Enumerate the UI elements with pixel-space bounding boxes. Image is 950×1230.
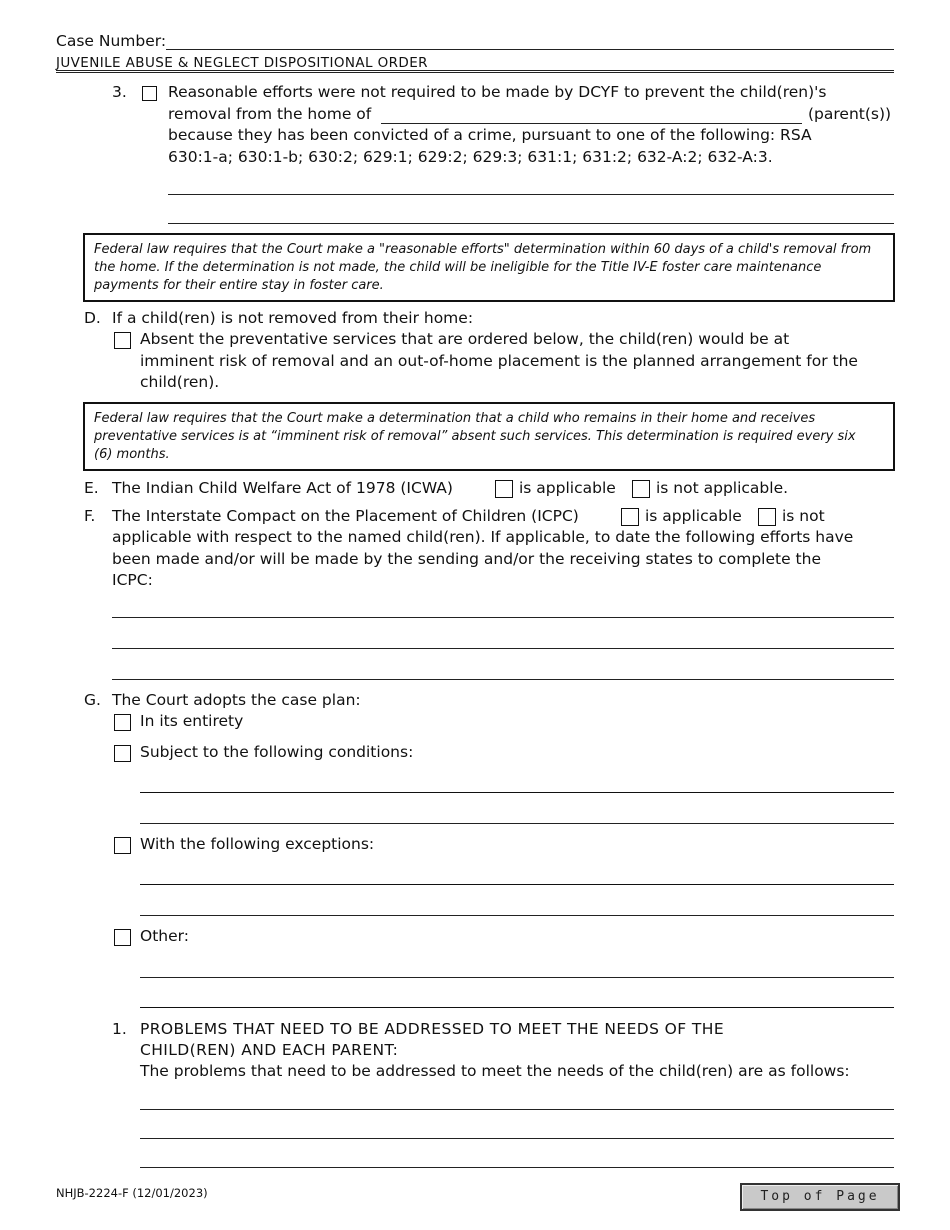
section-d-line1: Absent the preventative services that are ordered below, the child(ren) would be at: [140, 330, 790, 348]
icwa-applicable-checkbox[interactable]: [495, 480, 513, 498]
item3-answer-line-1[interactable]: [168, 194, 894, 195]
section-f-line3: been made and/or will be made by the sending and/or the receiving states to complete the: [112, 550, 821, 568]
case-number-label: Case Number:: [56, 32, 167, 50]
icwa-applicable-label: is applicable: [519, 479, 616, 497]
exceptions-checkbox[interactable]: [114, 837, 131, 854]
parent-name-field[interactable]: [381, 123, 802, 124]
problems-line-2[interactable]: [140, 1138, 894, 1139]
conditions-line-1[interactable]: [140, 792, 894, 793]
problems-line-3[interactable]: [140, 1167, 894, 1168]
section-d-line3: child(ren).: [140, 373, 220, 391]
icpc-applicable-label: is applicable: [645, 507, 742, 525]
section-f-line4: ICPC:: [112, 571, 153, 589]
exceptions-label: With the following exceptions:: [140, 835, 375, 853]
item3-answer-line-2[interactable]: [168, 223, 894, 224]
item3-line2a: removal from the home of: [168, 105, 372, 123]
item3-number: 3.: [112, 83, 127, 101]
problems-line-1[interactable]: [140, 1109, 894, 1110]
entirety-label: In its entirety: [140, 712, 244, 730]
notice1-line2: the home. If the determination is not made, the child will be ineligible for the Title IV-E foster care maintenance: [94, 260, 822, 275]
item3-line2b: (parent(s)): [808, 105, 892, 123]
icpc-not-applicable-checkbox[interactable]: [758, 508, 776, 526]
form-id: NHJB-2224-F (12/01/2023): [56, 1186, 208, 1200]
conditions-checkbox[interactable]: [114, 745, 131, 762]
item3-checkbox[interactable]: [142, 86, 157, 101]
icpc-answer-line-2[interactable]: [112, 648, 894, 649]
notice2-line1: Federal law requires that the Court make a determination that a child who remains in their home and receives: [94, 411, 816, 426]
other-line-1[interactable]: [140, 977, 894, 978]
icwa-not-applicable-label: is not applicable.: [656, 479, 789, 497]
exceptions-line-2[interactable]: [140, 915, 894, 916]
item3-line3: because they has been convicted of a crime, pursuant to one of the following: RSA: [168, 126, 812, 144]
section-d-checkbox[interactable]: [114, 332, 131, 349]
other-checkbox[interactable]: [114, 929, 131, 946]
entirety-checkbox[interactable]: [114, 714, 131, 731]
federal-notice-reasonable-efforts: [83, 233, 895, 302]
section-g-letter: G.: [84, 691, 101, 709]
section-g-heading: The Court adopts the case plan:: [112, 691, 361, 709]
item3-line1: Reasonable efforts were not required to be made by DCYF to prevent the child(ren)'s: [168, 83, 827, 101]
section-d-heading: If a child(ren) is not removed from their home:: [112, 309, 474, 327]
notice1-line3: payments for their entire stay in foster care.: [94, 278, 384, 293]
icpc-answer-line-1[interactable]: [112, 617, 894, 618]
top-of-page-button[interactable]: Top of Page: [740, 1183, 900, 1211]
section-d-line2: imminent risk of removal and an out-of-home placement is the planned arrangement for the: [140, 352, 858, 370]
icpc-answer-line-3[interactable]: [112, 679, 894, 680]
section-f-line2: applicable with respect to the named child(ren). If applicable, to date the following efforts have: [112, 528, 854, 546]
other-line-2[interactable]: [140, 1007, 894, 1008]
header-rule-2: [56, 72, 894, 73]
icpc-applicable-checkbox[interactable]: [621, 508, 639, 526]
item1-number: 1.: [112, 1020, 127, 1038]
conditions-label: Subject to the following conditions:: [140, 743, 414, 761]
header-rule: [56, 70, 894, 71]
section-d-letter: D.: [84, 309, 101, 327]
notice2-line3: (6) months.: [94, 447, 170, 462]
item3-line4: 630:1-a; 630:1-b; 630:2; 629:1; 629:2; 629:3; 631:1; 631:2; 632-A:2; 632-A:3.: [168, 148, 773, 166]
exceptions-line-1[interactable]: [140, 884, 894, 885]
form-title: JUVENILE ABUSE & NEGLECT DISPOSITIONAL ORDER: [56, 55, 428, 71]
item1-body: The problems that need to be addressed to meet the needs of the child(ren) are as follows:: [140, 1062, 850, 1080]
section-f-text: The Interstate Compact on the Placement of Children (ICPC): [112, 507, 579, 525]
federal-notice-imminent-risk: [83, 402, 895, 471]
notice2-line2: preventative services is at “imminent risk of removal” absent such services. This determination is required every six: [94, 429, 856, 444]
notice1-line1: Federal law requires that the Court make a "reasonable efforts" determination within 60 days of a child's removal from: [94, 242, 872, 257]
section-e-letter: E.: [84, 479, 99, 497]
item1-heading-line2: CHILD(REN) AND EACH PARENT:: [140, 1041, 399, 1059]
case-number-field[interactable]: [166, 49, 894, 50]
icpc-not-label: is not: [782, 507, 825, 525]
conditions-line-2[interactable]: [140, 823, 894, 824]
section-f-letter: F.: [84, 507, 96, 525]
icwa-not-applicable-checkbox[interactable]: [632, 480, 650, 498]
other-label: Other:: [140, 927, 189, 945]
item1-heading-line1: PROBLEMS THAT NEED TO BE ADDRESSED TO MEET THE NEEDS OF THE: [140, 1020, 725, 1038]
section-e-text: The Indian Child Welfare Act of 1978 (ICWA): [112, 479, 453, 497]
